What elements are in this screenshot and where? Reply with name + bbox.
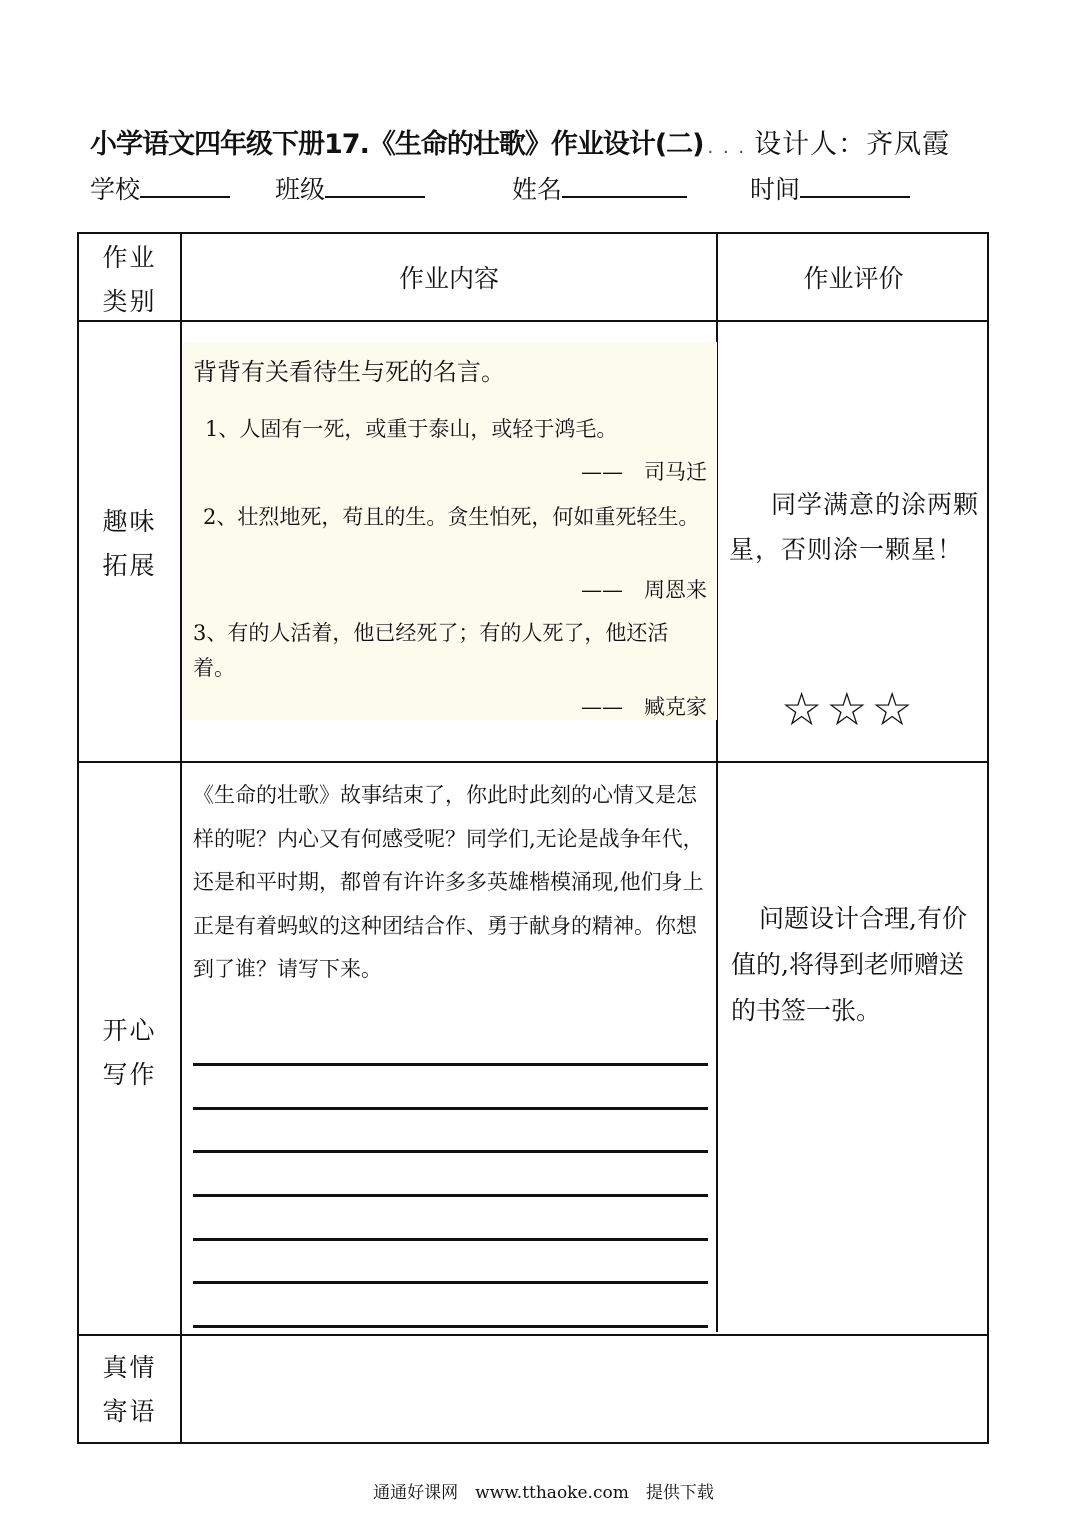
- school-label: 学校: [90, 175, 141, 204]
- title-text: 小学语文四年级下册17.《生命的壮歌》作业设计(二): [90, 129, 704, 160]
- writing-line[interactable]: [193, 1150, 708, 1153]
- column-divider: [180, 234, 182, 1442]
- writing-line[interactable]: [193, 1281, 708, 1284]
- name-field[interactable]: [512, 170, 687, 206]
- quotes-intro: 背背有关看待生与死的名言。: [193, 358, 505, 386]
- quote-text: 1、人固有一死，或重于泰山，或轻于鸿毛。: [205, 417, 618, 441]
- homework-table: [77, 232, 989, 1444]
- writing-line[interactable]: [193, 1194, 708, 1197]
- writing-line[interactable]: [193, 1107, 708, 1110]
- quote-source: —— 周恩来: [581, 578, 707, 602]
- writing-line[interactable]: [193, 1063, 708, 1066]
- header-category: 作业类别: [102, 243, 157, 316]
- time-blank[interactable]: [800, 170, 910, 198]
- writing-evaluation: 问题设计合理,有价值的,将得到老师赠送的书签一张。: [731, 904, 967, 1025]
- writing-prompt: 《生命的壮歌》故事结束了，你此时此刻的心情又是怎样的呢？内心又有何感受呢？同学们,无论是战争年代，还是和平时期，都曾有许许多多英雄楷模涌现,他们身上正是有着蚂蚁的这种团结合作、勇于献身的精神。你想到了谁？请写下来。: [193, 783, 704, 981]
- header-content: 作业内容: [398, 264, 499, 293]
- quote-source: —— 臧克家: [581, 695, 707, 719]
- class-label: 班级: [275, 175, 326, 204]
- name-label: 姓名: [512, 175, 563, 204]
- category-fun-extension: 趣味拓展: [102, 507, 157, 580]
- fun-extension-evaluation: 同学满意的涂两颗星，否则涂一颗星！: [729, 490, 980, 564]
- header-evaluation: 作业评价: [803, 264, 904, 293]
- quote-source: —— 司马迁: [581, 460, 707, 484]
- category-heartfelt-message: 真情寄语: [102, 1353, 157, 1426]
- quote-text: 2、壮烈地死，苟且的生。贪生怕死，何如重死轻生。: [203, 505, 700, 529]
- quotes-box: [183, 342, 717, 720]
- writing-line[interactable]: [193, 1325, 708, 1328]
- row-divider: [79, 320, 987, 322]
- row-divider: [79, 761, 987, 763]
- designer: 设计人：齐凤霞: [754, 129, 951, 160]
- title-dots: . . .: [707, 137, 747, 158]
- class-field[interactable]: [275, 170, 425, 206]
- school-blank[interactable]: [140, 170, 230, 198]
- message-area[interactable]: [182, 1336, 987, 1442]
- name-blank[interactable]: [562, 170, 687, 198]
- time-label: 时间: [750, 175, 801, 204]
- rating-stars[interactable]: ☆☆☆: [781, 682, 917, 736]
- page-title: [90, 122, 1010, 161]
- school-field[interactable]: [90, 170, 230, 206]
- class-blank[interactable]: [325, 170, 425, 198]
- time-field[interactable]: [750, 170, 910, 206]
- page-footer: 通通好课网 www.tthaoke.com 提供下载: [373, 1483, 714, 1503]
- writing-line[interactable]: [193, 1238, 708, 1241]
- category-happy-writing: 开心写作: [102, 1016, 157, 1089]
- quote-text: 3、有的人活着，他已经死了；有的人死了，他还活着。: [193, 621, 669, 680]
